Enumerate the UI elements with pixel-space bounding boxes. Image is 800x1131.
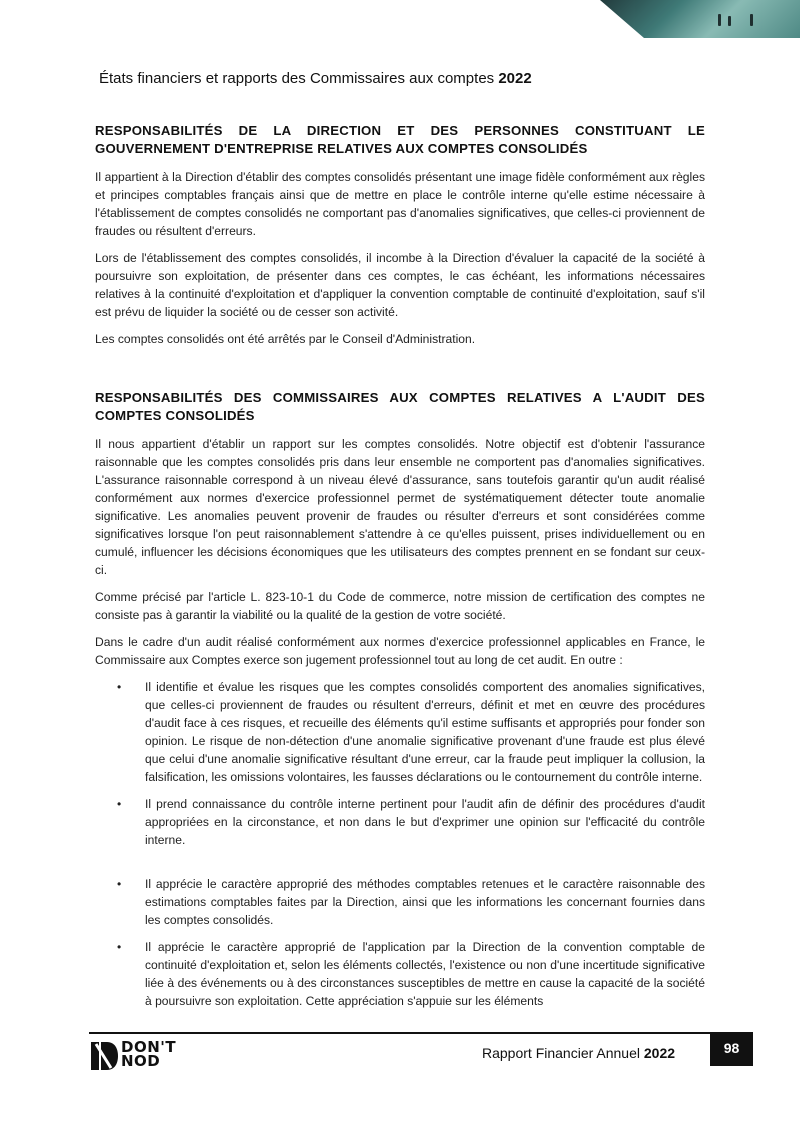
section1-heading-continued: [95, 140, 705, 158]
header-corner-artwork: [600, 0, 800, 38]
paragraph: Dans le cadre d'un audit réalisé conformément aux normes d'exercice professionnel applicables en France, le Commissaire aux Comptes exerce son jugement professionnel tout au long de cet audit. En outre :: [95, 635, 705, 667]
header-year: 2022: [498, 70, 532, 87]
logo-line2: NOD: [121, 1052, 161, 1070]
figure-silhouette: [728, 16, 731, 26]
logo-wordmark: [121, 1040, 176, 1068]
section2-heading: RESPONSABILITÉS DES COMMISSAIRES AUX COMPTES RELATIVES A L'AUDIT DES COMPTES CONSOLIDÉS: [95, 390, 705, 423]
list-item: [95, 875, 705, 929]
figure-silhouette: [750, 14, 753, 26]
list-item: [95, 678, 705, 786]
list-item-text: Il prend connaissance du contrôle interne pertinent pour l'audit afin de définir des procédures d'audit appropriées en la circonstance, et non dans le but d'exprimer une opinion sur l'efficacité du contrôle interne.: [145, 797, 705, 847]
footer-report-title: [482, 1045, 675, 1061]
page-header: [99, 70, 532, 87]
logo-line1: DON'T: [121, 1038, 177, 1056]
bullet-icon: •: [117, 877, 122, 891]
section1-heading-line2: GOUVERNEMENT D'ENTREPRISE RELATIVES AUX COMPTES CONSOLIDÉS: [95, 141, 588, 156]
section1-heading: [95, 122, 705, 140]
dontnod-logo-icon: [91, 1040, 119, 1072]
list-item-text: Il apprécie le caractère approprié de l'application par la Direction de la convention comptable de continuité d'exploitation et, selon les éléments collectés, l'existence ou non d'une incertitude significative liée à des événements ou à des circonstances susceptibles de mettre en cause la capacité de la société à poursuivre son exploitation. Cette appréciation s'appuie sur les éléments: [145, 940, 705, 1008]
list-item-text: Il identifie et évalue les risques que les comptes consolidés comportent des anomalies significatives, que celles-ci proviennent de fraudes ou résultent d'erreurs, définit et met en œuvre des procédures d'audit face à ces risques, et recueille des éléments qu'il estime suffisants et appropriés pour fonder son opinion. Le risque de non-détection d'une anomalie significative provenant d'une fraude est plus élevé que celui d'une anomalie significative résultant d'une erreur, car la fraude peut impliquer la collusion, la falsification, les omissions volontaires, les fausses déclarations ou le contournement du contrôle interne.: [145, 680, 705, 784]
dontnod-logo: [91, 1040, 201, 1072]
list-item: [95, 938, 705, 1010]
bullet-icon: •: [117, 797, 122, 811]
audit-bullet-list: [95, 678, 705, 1010]
paragraph: Il nous appartient d'établir un rapport sur les comptes consolidés. Notre objectif est d'obtenir l'assurance raisonnable que les comptes consolidés pris dans leur ensemble ne comportent pas d'anomalies significatives. L'assurance raisonnable correspond à un niveau élevé d'assurance, sans toutefois garantir qu'un audit réalisé conformément aux normes d'exercice professionnel permet de systématiquement détecter toute anomalie significative. Les anomalies peuvent provenir de fraudes ou résulter d'erreurs et sont considérées comme significatives lorsque l'on peut raisonnablement s'attendre à ce qu'elles puissent, prises individuellement ou en cumulé, influencer les décisions économiques que les utilisateurs des comptes prennent en se fondant sur ceux-ci.: [95, 437, 705, 577]
page-number: 98: [710, 1032, 753, 1066]
paragraph: Lors de l'établissement des comptes consolidés, il incombe à la Direction d'évaluer la capacité de la société à poursuivre son exploitation, de présenter dans ces comptes, le cas échéant, les informations nécessaires relatives à la continuité d'exploitation et d'appliquer la convention comptable de continuité d'exploitation, sauf s'il est prévu de liquider la société ou de cesser son activité.: [95, 251, 705, 319]
list-item: [95, 795, 705, 849]
figure-silhouette: [718, 14, 721, 26]
footer-divider: [89, 1032, 753, 1034]
paragraph: Les comptes consolidés ont été arrêtés par le Conseil d'Administration.: [95, 332, 476, 346]
footer-year: 2022: [643, 1045, 676, 1061]
section1-heading-line1: RESPONSABILITÉS DE LA DIRECTION ET DES PERSONNES CONSTITUANT LE: [95, 123, 705, 138]
bullet-icon: •: [117, 940, 122, 954]
paragraph: Il appartient à la Direction d'établir des comptes consolidés présentant une image fidèle conformément aux règles et principes comptables français ainsi que de mettre en place le contrôle interne qu'elle estime nécessaire à l'établissement de comptes consolidés ne comportant pas d'anomalies significatives, que celles-ci proviennent de fraudes ou résultent d'erreurs.: [95, 170, 705, 238]
header-title: États financiers et rapports des Commissaires aux comptes: [99, 70, 495, 87]
list-item-text: Il apprécie le caractère approprié des méthodes comptables retenues et le caractère raisonnable des estimations comptables faites par la Direction, ainsi que les informations les concernant fournies dans les comptes consolidés.: [145, 877, 705, 927]
bullet-icon: •: [117, 680, 122, 694]
footer-title-text: Rapport Financier Annuel: [482, 1045, 640, 1061]
document-body: [95, 122, 705, 1019]
paragraph: Comme précisé par l'article L. 823-10-1 du Code de commerce, notre mission de certification des comptes ne consiste pas à garantir la viabilité ou la qualité de la gestion de votre société.: [95, 590, 705, 622]
